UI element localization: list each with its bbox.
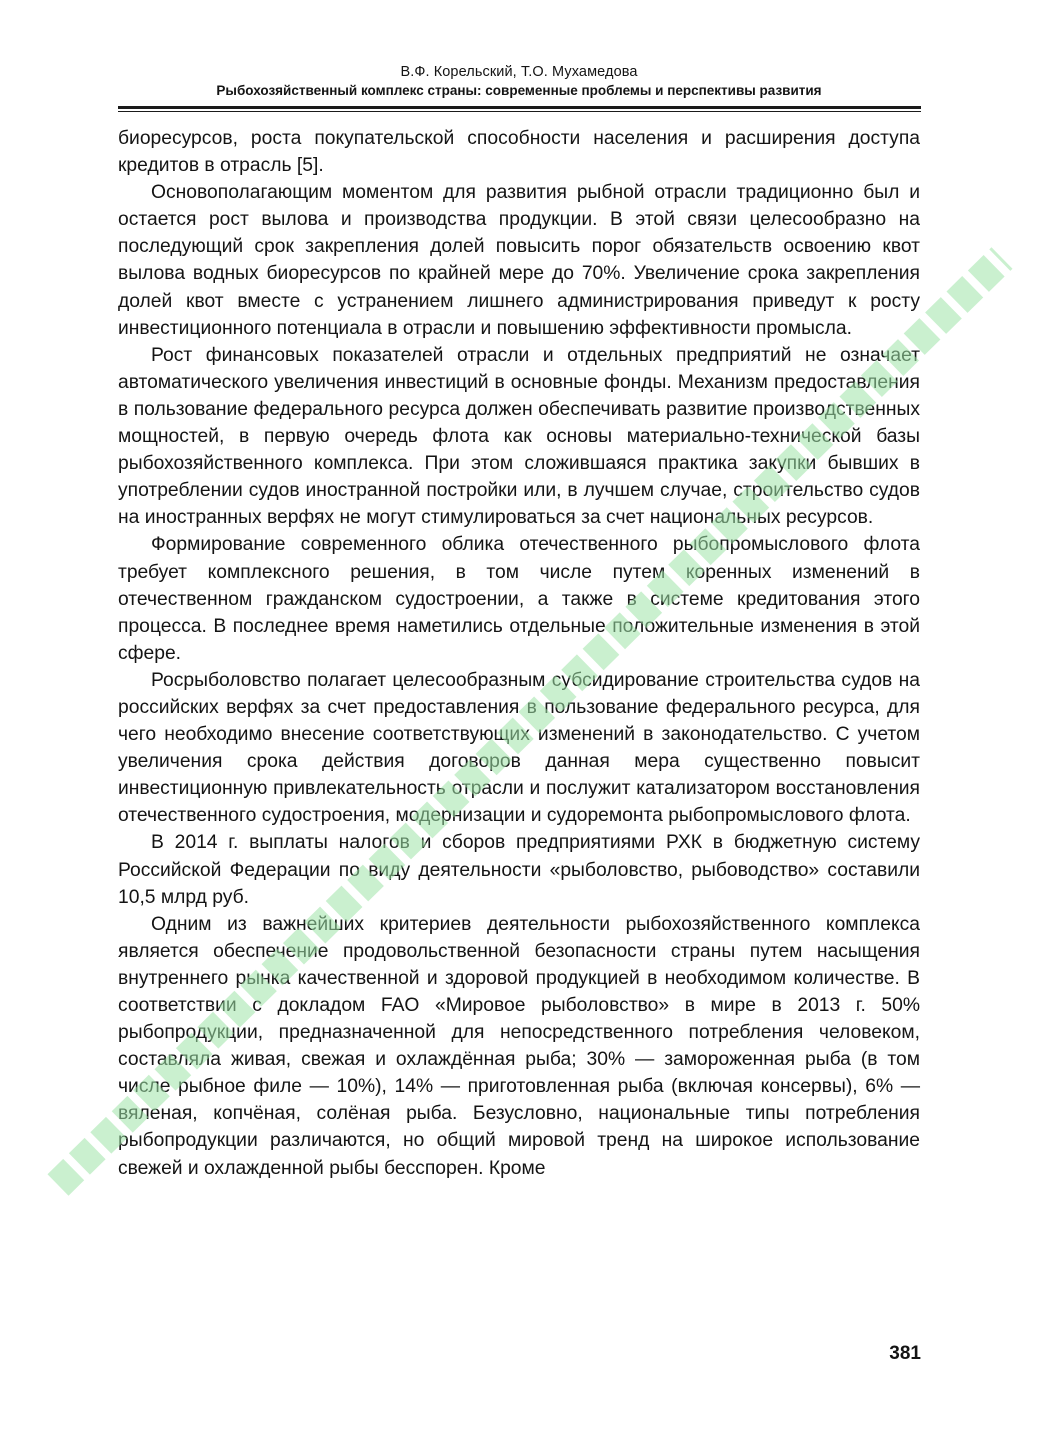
header-rule-thick	[118, 106, 921, 109]
body-text	[118, 125, 920, 1182]
paragraph: Росрыболовство полагает целесообразным субсидирование строительства судов на российских верфях за счет предоставления в пользование федерального ресурса, для чего необходимо внесение соответствующих изменений в законодательство. С учетом увеличения срока действия договоров данная мера существенно повысит инвестиционную привлекательность отрасли и послужит катализатором восстановления отечественного судостроения, модернизации и судоремонта рыбопромыслового флота.	[118, 669, 920, 827]
header-title: Рыбохозяйственный комплекс страны: современные проблемы и перспективы развития	[216, 83, 822, 98]
paragraph: Одним из важнейших критериев деятельности рыбохозяйственного комплекса является обеспечение продовольственной безопасности страны путем насыщения внутреннего рынка качественной и здоровой продукцией в необходимом количестве. В соответствии с докладом FAO «Мировое рыболовство» в мире в 2013 г. 50% рыбопродукции, предназначенной для непосредственного потребления человеком, составляла живая, свежая и охлаждённая рыба; 30% — замороженная рыба (в том числе рыбное филе — 10%), 14% — приготовленная рыба (включая консервы), 6% — вяленая, копчёная, солёная рыба. Безусловно, национальные типы потребления рыбопродукции различаются, но общий мировой тренд на широкое использование свежей и охлажденной рыбы бесспорен. Кроме	[118, 913, 920, 1179]
header-rule-thin	[118, 111, 921, 112]
header-authors: В.Ф. Корельский, Т.О. Мухамедова	[400, 64, 638, 80]
paragraph: Формирование современного облика отечественного рыбопромыслового флота требует комплексного решения, в том числе путем коренных изменений в отечественном гражданском судостроении, а также в системе кредитования этого процесса. В последнее время наметились отдельные положительные изменения в этой сфере.	[118, 534, 920, 664]
paragraph: Основополагающим моментом для развития рыбной отрасли традиционно был и остается рост вылова и производства продукции. В этой связи целесообразно на последующий срок закрепления долей повысить порог обязательств освоению квот вылова водных биоресурсов по крайней мере до 70%. Увеличение срока закрепления долей квот вместе с устранением лишнего администрирования приведут к росту инвестиционного потенциала в отрасли и повышению эффективности промысла.	[118, 182, 920, 339]
page-number: 381	[889, 1343, 921, 1364]
running-header	[118, 62, 920, 100]
paragraph: В 2014 г. выплаты налогов и сборов предприятиями РХК в бюджетную систему Российской Федерации по виду деятельности «рыболовство, рыбоводство» составили 10,5 млрд руб.	[118, 832, 920, 908]
paragraph-continuation: биоресурсов, роста покупательской способности населения и расширения доступа кредитов в отрасль [5].	[118, 128, 920, 177]
paragraph: Рост финансовых показателей отрасли и отдельных предприятий не означает автоматического увеличения инвестиций в основные фонды. Механизм предоставления в пользование федерального ресурса должен обеспечивать развитие производственных мощностей, в первую очередь флота как основы материально-технической базы рыбохозяйственного комплекса. При этом сложившаяся практика закупки бывших в употреблении судов иностранной постройки или, в лучшем случае, строительство судов на иностранных верфях не могут стимулироваться за счет национальных ресурсов.	[118, 344, 920, 529]
